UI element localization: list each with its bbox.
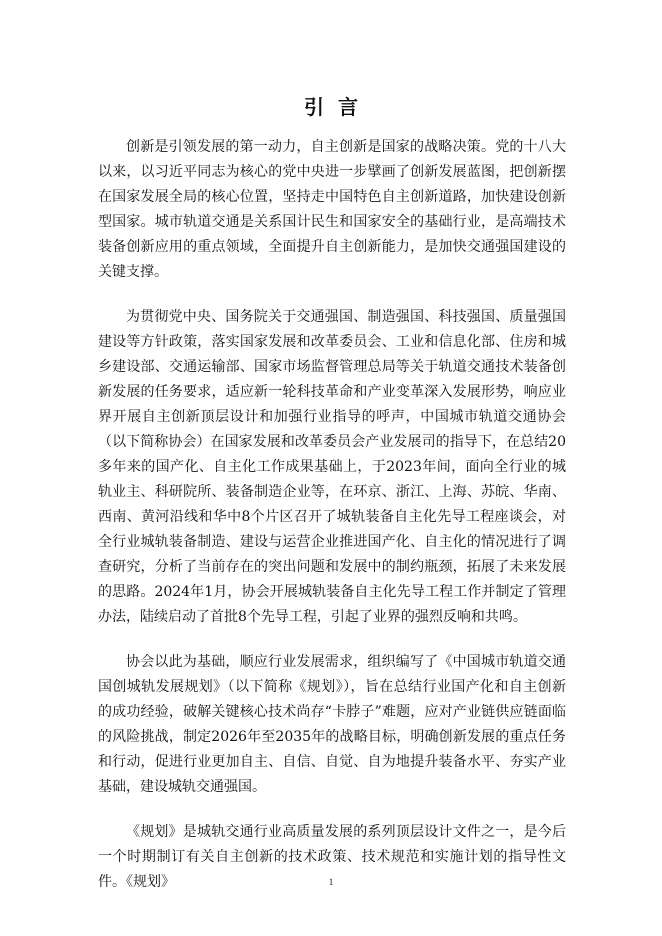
- page-title: 引言: [304, 95, 372, 119]
- paragraph-4: 《规划》是城轨交通行业高质量发展的系列顶层设计文件之一，是今后一个时期制订有关自主创新的技术政策、技术规范和实施计划的指导性文件。《规划》: [98, 824, 566, 890]
- paragraph-1: 创新是引领发展的第一动力，自主创新是国家的战略决策。党的十八大以来，以习近平同志为核心的党中央进一步擘画了创新发展蓝图，把创新摆在国家发展全局的核心位置，坚持走中国特色自主创新道路，加快建设创新型国家。城市轨道交通是关系国计民生和国家安全的基础行业，是高端技术装备创新应用的重点领域，全面提升自主创新能力，是加快交通强国建设的关键支撑。: [98, 139, 566, 280]
- paragraph-2: 为贯彻党中央、国务院关于交通强国、制造强国、科技强国、质量强国建设等方针政策，落实国家发展和改革委员会、工业和信息化部、住房和城乡建设部、交通运输部、国家市场监督管理总局等关于轨道交通技术装备创新发展的任务要求，适应新一轮科技革命和产业变革深入发展形势，响应业界开展自主创新顶层设计和加强行业指导的呼声，中国城市轨道交通协会（以下简称协会）在国家发展和改革委员会产业发展司的指导下，在总结20多年来的国产化、自主化工作成果基础上，于2023年间，面向全行业的城轨业主、科研院所、装备制造企业等，在环京、浙江、上海、苏皖、华南、西南、黄河沿线和华中8个片区召开了城轨装备自主化先导工程座谈会，对全行业城轨装备制造、建设与运营企业推进国产化、自主化的情况进行了调查研究，分析了当前存在的突出问题和发展中的制约瓶颈，拓展了未来发展的思路。2024年1月，协会开展城轨装备自主化先导工程工作并制定了管理办法，陆续启动了首批8个先导工程，引起了业界的强烈反响和共鸣。: [98, 309, 566, 625]
- page-number: 1: [328, 877, 334, 887]
- body-text: [98, 135, 566, 915]
- paragraph-3: 协会以此为基础，顺应行业发展需求，组织编写了《中国城市轨道交通国创城轨发展规划》（以下简称《规划》），旨在总结行业国产化和自主创新的成功经验，破解关键核心技术尚存“卡脖子”难题，应对产业链供应链面临的风险挑战，制定2026年至2035年的战略目标，明确创新发展的重点任务和行动，促进行业更加自主、自信、自觉、自为地提升装备水平、夯实产业基础，建设城轨交通强国。: [98, 654, 566, 795]
